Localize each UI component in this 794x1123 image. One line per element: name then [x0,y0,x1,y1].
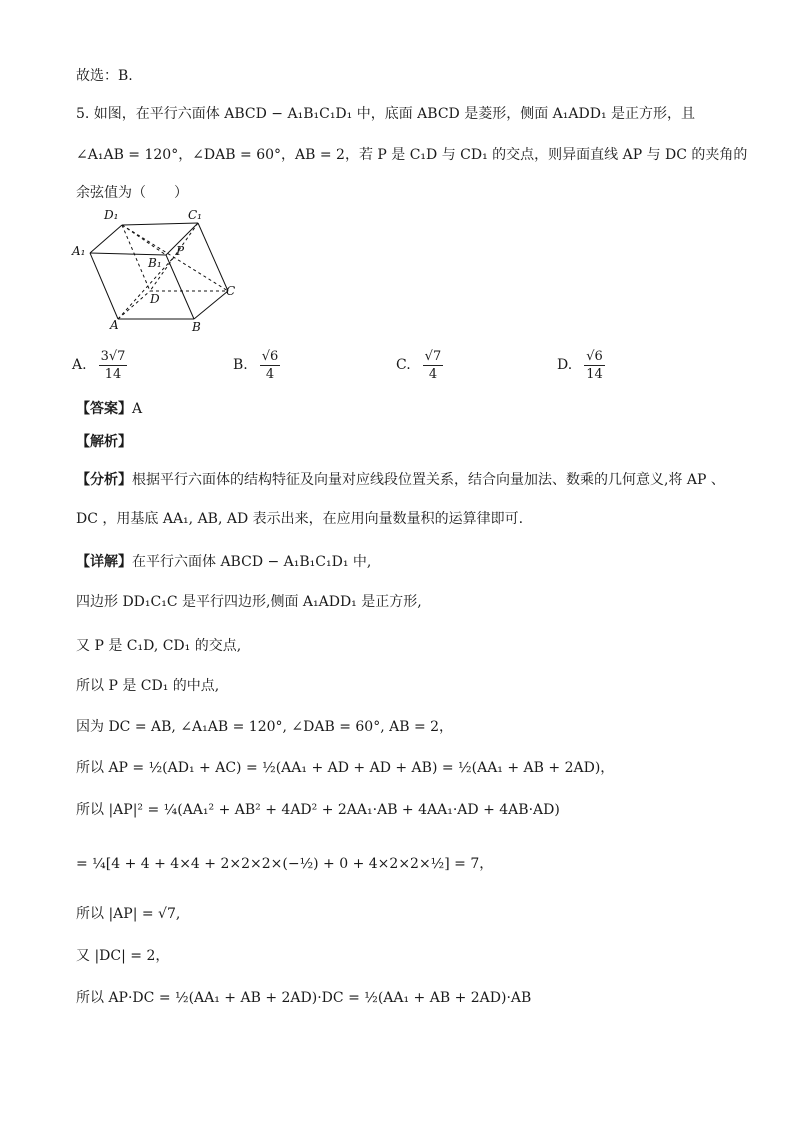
option-b-fraction: $\frac{√6}{4}$ [261,348,279,382]
detail-line-2: 四边形 DD₁C₁C 是平行四边形,侧面 A₁ADD₁ 是正方形, [76,594,422,610]
fenxi-line-2: DC ，用基底 AA₁, AB, AD 表示出来，在应用向量数量积的运算律即可. [76,511,524,527]
detail-line-8: = ¼[4 + 4 + 4×4 + 2×2×2×(−½) + 0 + 4×2×2×½] = 7， [76,856,494,872]
detail-line-6: 所以 AP = ½(AD₁ + AC) = ½(AA₁ + AD + AD + AB) = ½(AA₁ + AB + 2AD)， [76,760,615,776]
detail-line-4: 所以 P 是 CD₁ 的中点, [76,678,220,694]
previous-answer: 故选：B. [76,68,133,84]
option-c: C. $\frac{√7}{4}$ [396,348,442,382]
option-d: D. $\frac{√6}{14}$ [557,348,603,382]
option-a: A. $\frac{3√7}{14}$ [72,348,126,382]
option-c-fraction: $\frac{√7}{4}$ [424,348,442,382]
answer-line [76,399,142,419]
answer-tag: 【答案】 [76,401,132,417]
fenxi-tag: 【分析】 [76,472,132,488]
label-C1: C₁ [188,208,202,222]
detail-line-7: 所以 |AP|² = ¼(AA₁² + AB² + 4AD² + 2AA₁·AB + 4AA₁·AD + 4AB·AD) [76,802,560,818]
detail-line-10: 又 |DC| = 2， [76,948,170,964]
label-D: D [150,292,160,306]
analysis-tag: 【解析】 [76,434,132,450]
option-a-fraction: $\frac{3√7}{14}$ [100,348,126,382]
answer-value: A [132,401,143,417]
option-b: B. $\frac{√6}{4}$ [233,348,279,382]
label-A: A [110,318,119,332]
label-P: P [176,244,185,258]
option-d-fraction: $\frac{√6}{14}$ [586,348,603,382]
question-line-2: ∠A₁AB = 120°，∠DAB = 60°，AB = 2，若 P 是 C₁D 与 CD₁ 的交点，则异面直线 AP 与 DC 的夹角的 [76,147,748,163]
detail-line-3: 又 P 是 C₁D, CD₁ 的交点, [76,638,242,654]
question-line-1: 5. 如图，在平行六面体 ABCD − A₁B₁C₁D₁ 中，底面 ABCD 是菱形，侧面 A₁ADD₁ 是正方形，且 [76,106,696,122]
label-B: B [192,320,201,334]
detail-line-5: 因为 DC = AB, ∠A₁AB = 120°, ∠DAB = 60°, AB = 2， [76,719,454,735]
detail-line-1: 【详解】在平行六面体 ABCD − A₁B₁C₁D₁ 中, [76,554,372,570]
detail-tag: 【详解】 [76,554,132,570]
label-A1: A₁ [72,244,86,258]
label-C: C [226,284,236,298]
parallelepiped-figure [70,205,250,335]
question-line-3: 余弦值为（ ） [76,185,188,201]
label-D1: D₁ [104,208,119,222]
detail-line-9: 所以 |AP| = √7, [76,906,181,922]
detail-line-11: 所以 AP·DC = ½(AA₁ + AB + 2AD)·DC = ½(AA₁ + AB + 2AD)·AB [76,990,532,1006]
label-B1: B₁ [148,256,162,270]
fenxi-line-1: 【分析】根据平行六面体的结构特征及向量对应线段位置关系，结合向量加法、数乘的几何意义,将 AP 、 [76,472,725,488]
